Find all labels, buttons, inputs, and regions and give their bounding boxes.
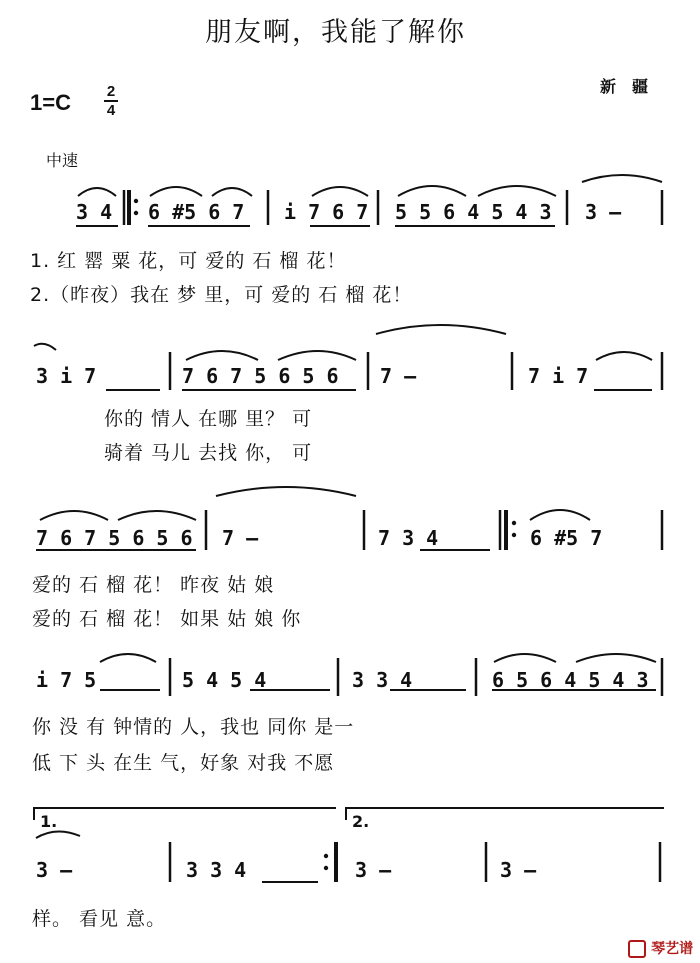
note-group: 6 #5 7 [530, 526, 603, 550]
note-group: 3 3 4 [186, 858, 247, 882]
tie [582, 175, 662, 182]
note-group: 6 5 6 4 5 4 3 [492, 668, 649, 692]
note-group: 3 i 7 [36, 364, 97, 388]
note-group: 6 #5 6 7 [148, 200, 245, 224]
slur [186, 351, 258, 360]
repeat-dot [134, 199, 138, 203]
lyric-line: 爱的 石 榴 花！ 如果 姑 娘 你 [32, 608, 302, 630]
origin-label: 新 疆 [600, 77, 649, 96]
slur [312, 187, 368, 196]
tie [216, 487, 356, 496]
note-group: i 7 5 [36, 668, 97, 692]
slur [278, 351, 356, 360]
note-group: 3 – [585, 200, 622, 224]
volta-1-bracket [34, 808, 336, 820]
time-signature-bottom: 4 [106, 102, 116, 119]
time-signature-top: 2 [106, 83, 116, 100]
note-group: 3 – [500, 858, 537, 882]
slur [398, 186, 466, 196]
lyric-line: 你 没 有 钟情的 人，我也 同你 是一 [32, 716, 355, 738]
repeat-dot [512, 533, 516, 537]
repeat-dot [324, 854, 328, 858]
slur [212, 188, 252, 196]
note-group: 3 – [355, 858, 392, 882]
note-group: 7 – [380, 364, 417, 388]
lyric-line: 1. 红 罂 粟 花，可 爱的 石 榴 花！ [30, 250, 347, 272]
note-group: 5 5 6 4 5 4 3 [395, 200, 552, 224]
tempo-marking: 中速 [46, 151, 79, 170]
volta-2-label: 2. [352, 812, 370, 831]
note-group: 7 6 7 5 6 5 6 [36, 526, 193, 550]
note-group: 5 4 5 4 [182, 668, 267, 692]
slur [78, 188, 116, 196]
lyric-line: 骑着 马儿 去找 你， 可 [104, 442, 313, 464]
repeat-dot [324, 866, 328, 870]
slur [150, 187, 202, 196]
volta-1-label: 1. [40, 812, 58, 831]
note-group: 3 3 4 [352, 668, 413, 692]
slur [478, 186, 556, 196]
note-group: 7 3 4 [378, 526, 439, 550]
slur [40, 511, 108, 520]
note-group: 7 i 7 [528, 364, 589, 388]
slur [100, 654, 156, 662]
tie [34, 344, 56, 350]
watermark-text: 琴艺谱 [651, 941, 694, 957]
volta-2-bracket [346, 808, 664, 820]
lyric-line: 低 下 头 在生 气，好象 对我 不愿 [32, 752, 335, 774]
tie [376, 325, 506, 334]
lyric-line: 样。 看见 意。 [32, 908, 167, 930]
slur [596, 352, 652, 360]
lyric-line: 2.（昨夜）我在 梦 里，可 爱的 石 榴 花！ [30, 284, 413, 306]
note-group: i 7 6 7 [284, 200, 369, 224]
note-group: 3 4 [76, 200, 113, 224]
song-title: 朋友啊，我能了解你 [205, 17, 466, 48]
note-group: 7 6 7 5 6 5 6 [182, 364, 339, 388]
lyric-line: 你的 情人 在哪 里？ 可 [104, 408, 313, 430]
slur [576, 654, 656, 662]
slur [118, 511, 196, 520]
repeat-dot [134, 211, 138, 215]
note-group: 7 – [222, 526, 259, 550]
slur [494, 654, 556, 662]
slur [36, 831, 80, 838]
repeat-dot [512, 521, 516, 525]
lyric-line: 爱的 石 榴 花！ 昨夜 姑 娘 [32, 574, 275, 596]
slur [530, 510, 590, 520]
key-signature: 1=C [30, 90, 71, 115]
note-group: 3 – [36, 858, 73, 882]
